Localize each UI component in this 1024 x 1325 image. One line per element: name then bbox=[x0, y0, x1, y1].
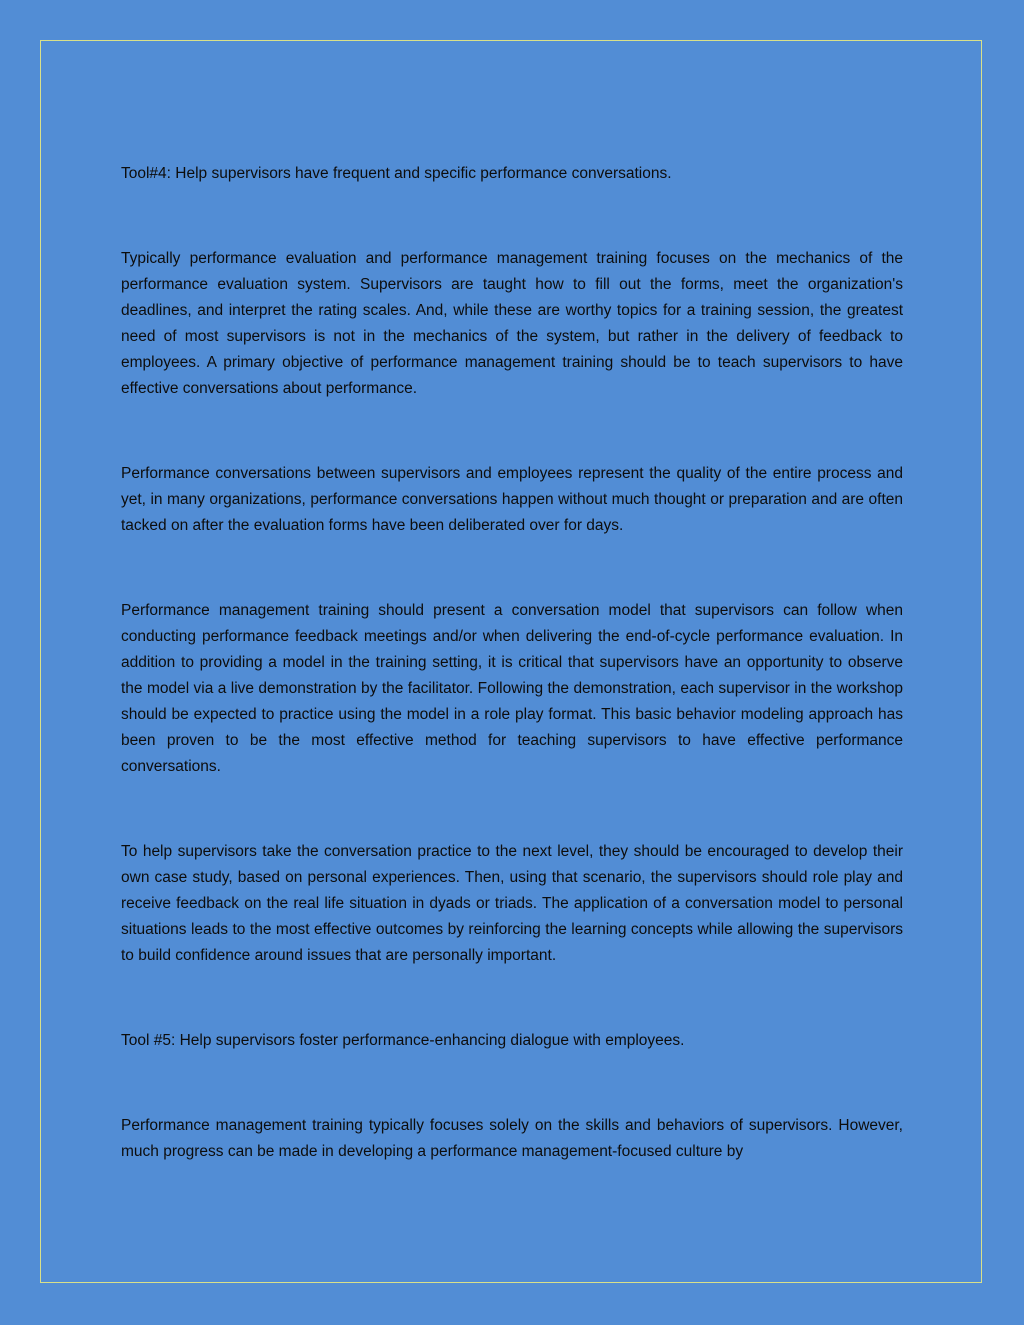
paragraph-training-mechanics: Typically performance evaluation and performance management training focuses on the mechanics of the performance evaluation system. Supervisors are taught how to fill out the forms, meet the organization's deadlines, and interpret the rating scales. And, while these are worthy topics for a training session, the greatest need of most supervisors is not in the mechanics of the system, but rather in the delivery of feedback to employees. A primary objective of performance management training should be to teach supervisors to have effective conversations about performance. bbox=[121, 250, 903, 397]
tool4-heading: Tool#4: Help supervisors have frequent and specific performance conversations. bbox=[121, 165, 672, 182]
tool5-heading: Tool #5: Help supervisors foster performance-enhancing dialogue with employees. bbox=[121, 1032, 685, 1049]
paragraph-case-study: To help supervisors take the conversation practice to the next level, they should be encouraged to develop their own case study, based on personal experiences. Then, using that scenario, the supervisors should role play and receive feedback on the real life situation in dyads or triads. The application of a conversation model to personal situations leads to the most effective outcomes by reinforcing the learning concepts while allowing the supervisors to build confidence around issues that are personally important. bbox=[121, 843, 903, 964]
paragraph-performance-conversations: Performance conversations between supervisors and employees represent the quality of the entire process and yet, in many organizations, performance conversations happen without much thought or preparation and are often tacked on after the evaluation forms have been deliberated over for days. bbox=[121, 465, 903, 534]
paragraph-dialogue: Performance management training typically focuses solely on the skills and behaviors of supervisors. However, much progress can be made in developing a performance management-focused culture by bbox=[121, 1117, 903, 1160]
document-body bbox=[121, 161, 903, 1165]
paragraph-conversation-model: Performance management training should present a conversation model that supervisors can follow when conducting performance feedback meetings and/or when delivering the end-of-cycle performance evaluation. In addition to providing a model in the training setting, it is critical that supervisors have an opportunity to observe the model via a live demonstration by the facilitator. Following the demonstration, each supervisor in the workshop should be expected to practice using the model in a role play format. This basic behavior modeling approach has been proven to be the most effective method for teaching supervisors to have effective performance conversations. bbox=[121, 602, 903, 775]
